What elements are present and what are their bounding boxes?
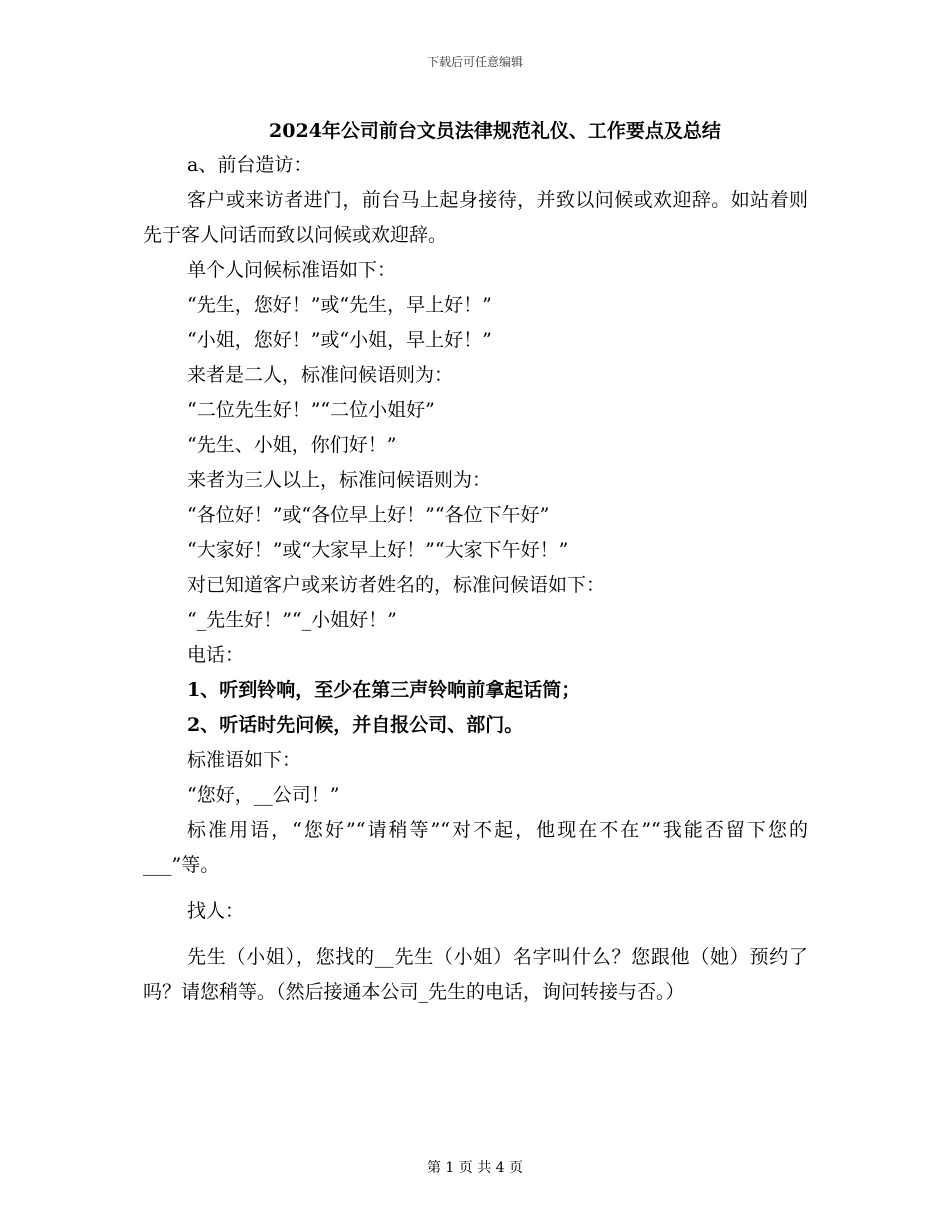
section-heading: a、前台造访： (187, 154, 313, 176)
greeting-example: “先生、小姐，你们好！” (187, 434, 397, 456)
paragraph: 先生（小姐），您找的__先生（小姐）名字叫什么？您跟他（她）预约了吗？请您稍等。（然后接通本公司_先生的电话，询问转接与否。） (143, 946, 808, 1003)
paragraph: 客户或来访者进门，前台马上起身接待，并致以问候或欢迎辞。如站着则先于客人问话而致以问候或欢迎辞。 (143, 189, 808, 246)
greeting-example: “二位先生好！”“二位小姐好” (187, 399, 435, 421)
page-footer: 第 1 页 共 4 页 (426, 1160, 524, 1176)
text-line: 来者为三人以上，标准问候语则为： (187, 469, 492, 491)
greeting-example: “_先生好！”“_小姐好！” (187, 609, 397, 631)
greeting-example: “先生，您好！”或“先生，早上好！” (187, 294, 492, 316)
document-body (143, 148, 808, 1010)
phone-rule-2: 2、听话时先问候，并自报公司、部门。 (187, 714, 524, 736)
greeting-example: “大家好！”或“大家早上好！”“大家下午好！” (187, 539, 569, 561)
greeting-example: “小姐，您好！”或“小姐，早上好！” (187, 329, 492, 351)
text-line: 标准语如下： (187, 749, 302, 771)
paragraph: 标准用语，“您好”“请稍等”“对不起，他现在不在”“我能否留下您的___”等。 (143, 819, 808, 876)
header-note: 下载后可任意编辑 (426, 55, 523, 69)
text-line: 单个人问候标准语如下： (187, 259, 397, 281)
greeting-example: “各位好！”或“各位早上好！”“各位下午好” (187, 504, 550, 526)
phone-rule-1: 1、听到铃响，至少在第三声铃响前拿起话筒； (187, 679, 581, 701)
section-heading: 找人： (187, 900, 245, 922)
section-heading: 电话： (187, 644, 245, 666)
text-line: 来者是二人，标准问候语则为： (187, 364, 454, 386)
phone-greeting-example: “您好，__公司！” (187, 784, 340, 806)
text-line: 对已知道客户或来访者姓名的，标准问候语如下： (187, 574, 606, 596)
document-title: 2024年公司前台文员法律规范礼仪、工作要点及总结 (269, 120, 721, 142)
